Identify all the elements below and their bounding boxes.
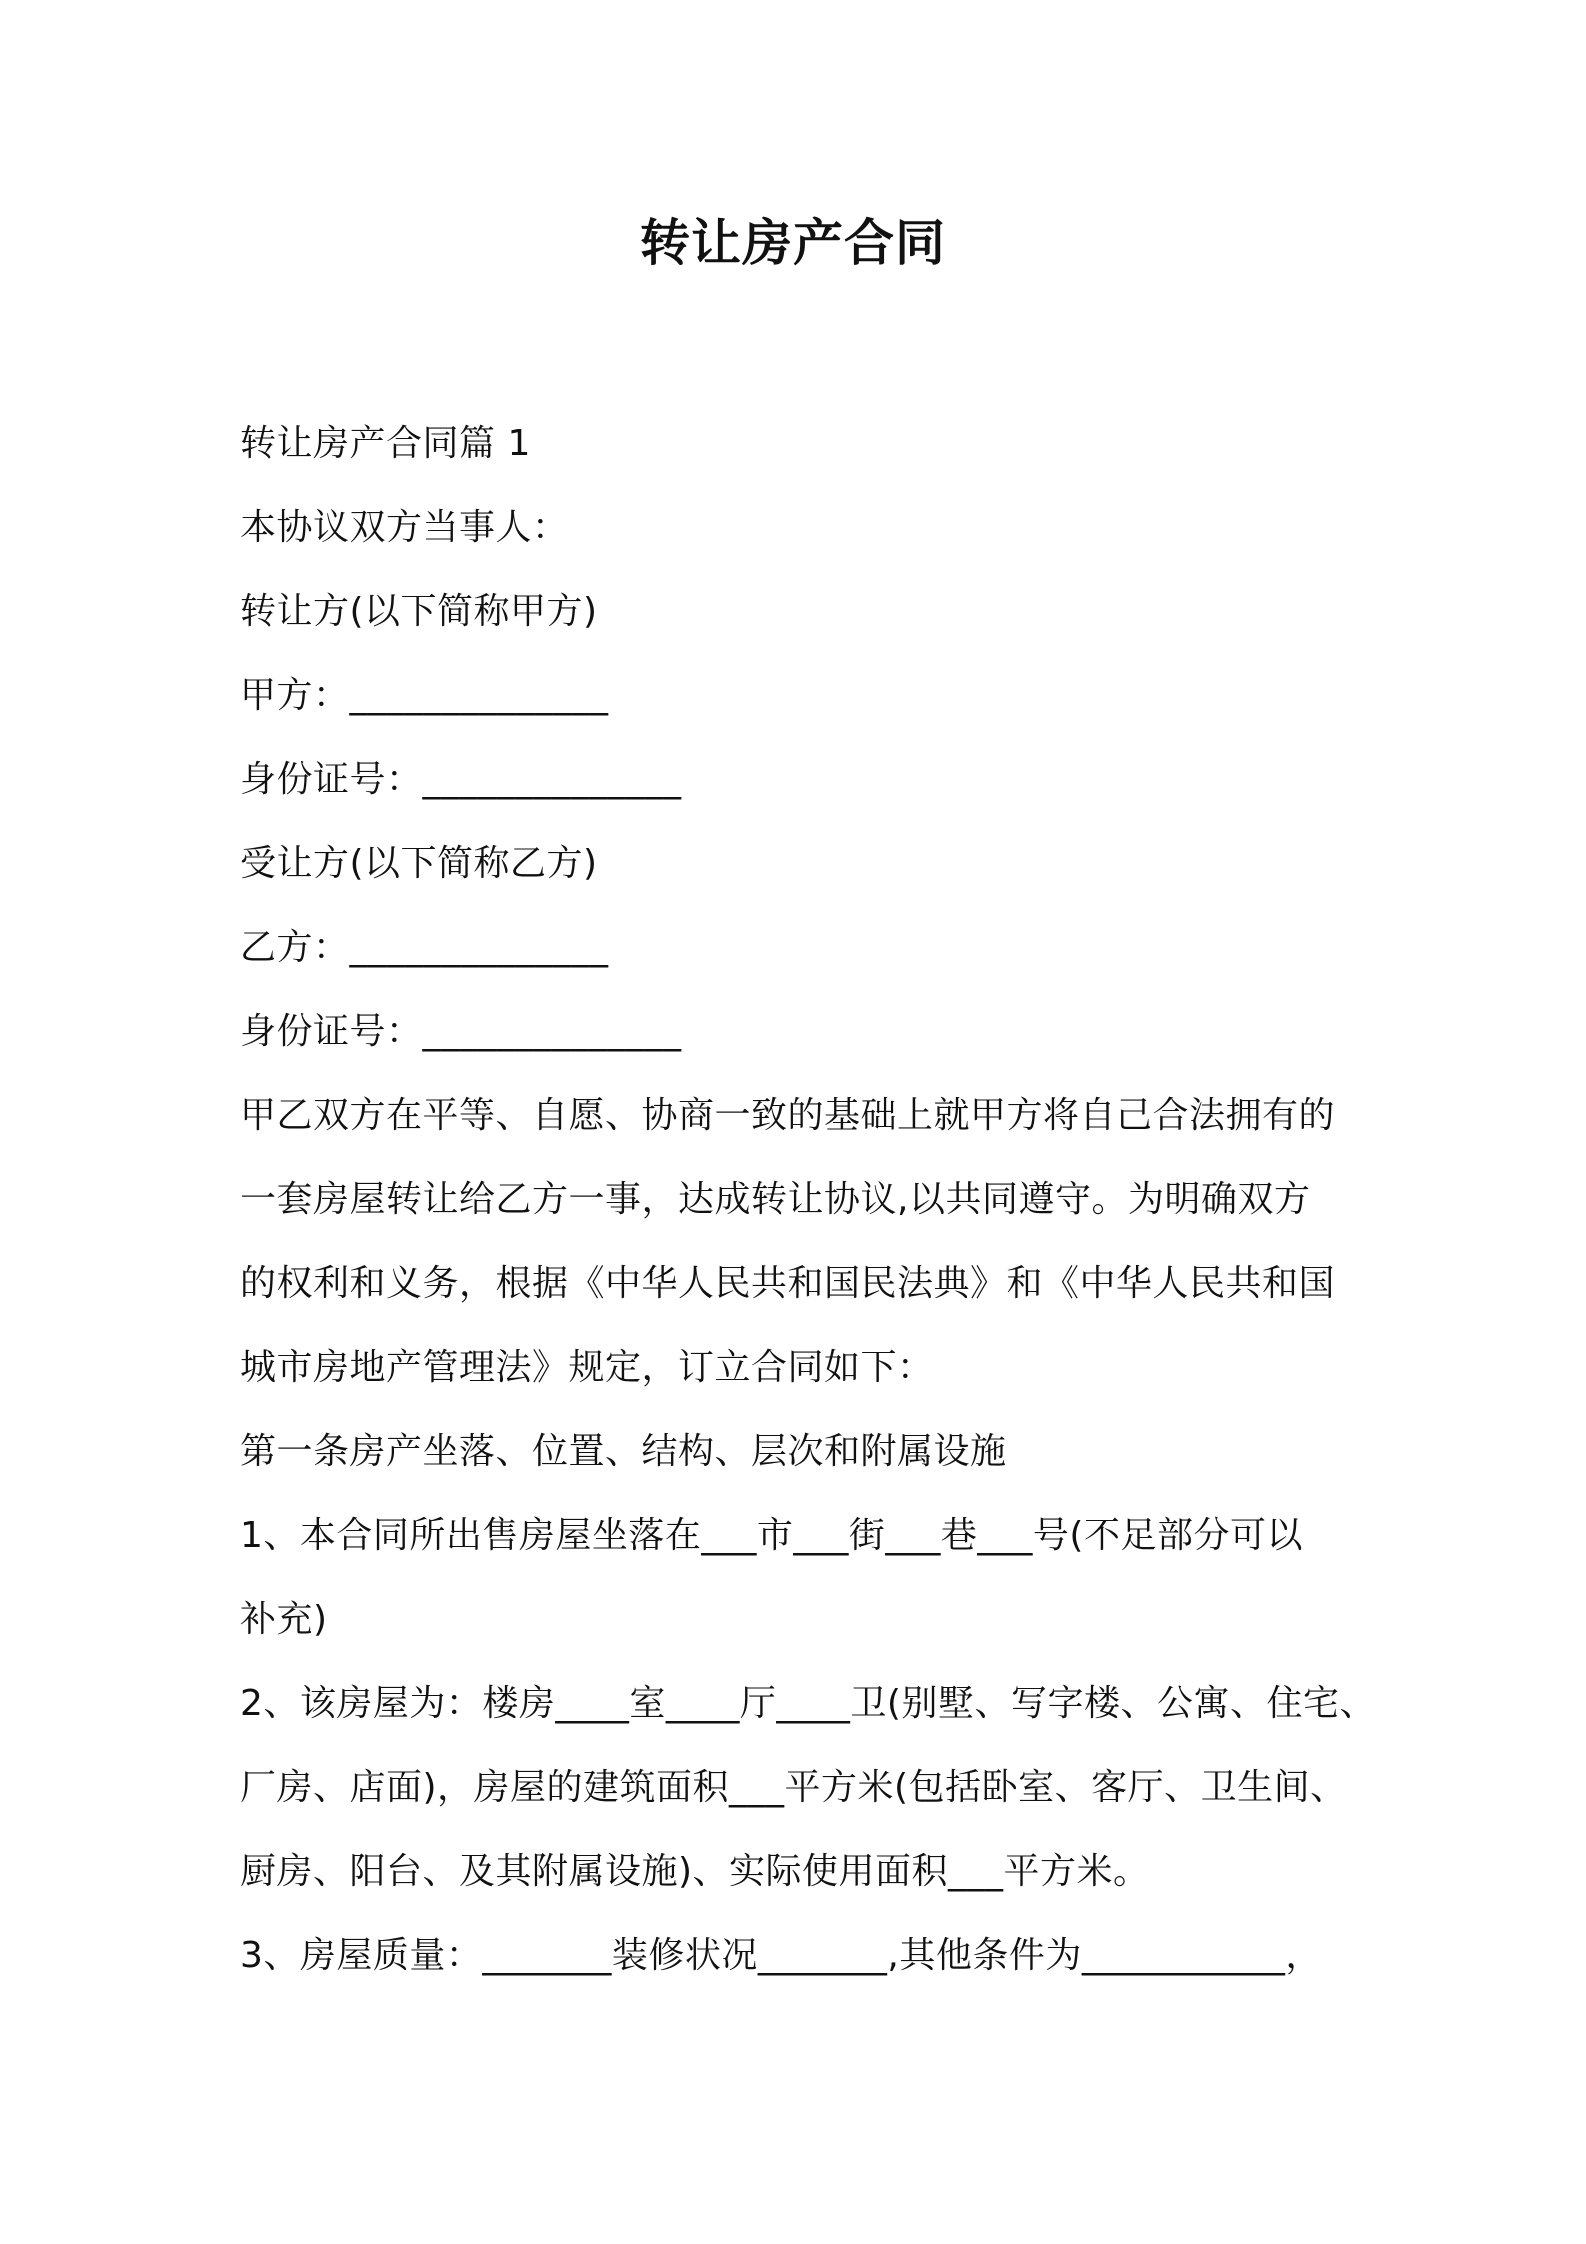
clause-line: 3、房屋质量：_______装修状况_______,其他条件为___________，	[240, 1935, 1322, 1976]
section-heading: 转让房产合同篇 1	[240, 423, 531, 464]
party-a-name-field: 甲方：______________	[240, 675, 609, 716]
transferee-label: 受让方(以下简称乙方)	[240, 843, 598, 884]
party-b-name-field: 乙方：______________	[240, 927, 609, 968]
clause-line: 厂房、店面)，房屋的建筑面积___平方米(包括卧室、客厅、卫生间、	[240, 1767, 1347, 1808]
parties-intro: 本协议双方当事人：	[240, 507, 569, 548]
preamble-line: 一套房屋转让给乙方一事，达成转让协议,以共同遵守。为明确双方	[240, 1179, 1311, 1220]
preamble-line: 的权利和义务，根据《中华人民共和国民法典》和《中华人民共和国	[240, 1263, 1336, 1304]
preamble-line: 城市房地产管理法》规定，订立合同如下：	[240, 1347, 934, 1388]
clause-line: 1、本合同所出售房屋坐落在___市___街___巷___号(不足部分可以	[240, 1515, 1303, 1556]
preamble-line: 甲乙双方在平等、自愿、协商一致的基础上就甲方将自己合法拥有的	[240, 1095, 1336, 1136]
transferor-label: 转让方(以下简称甲方)	[240, 591, 598, 632]
clause-line: 厨房、阳台、及其附属设施)、实际使用面积___平方米。	[240, 1851, 1150, 1892]
document-title: 转让房产合同	[640, 214, 946, 272]
clause-line: 2、该房屋为：楼房____室____厅____卫(别墅、写字楼、公寓、住宅、	[240, 1683, 1376, 1724]
document-body	[240, 402, 1376, 1998]
party-b-id-field: 身份证号：______________	[240, 1011, 682, 1052]
article-one-heading: 第一条房产坐落、位置、结构、层次和附属设施	[240, 1431, 1007, 1472]
clause-line: 补充)	[240, 1599, 328, 1640]
party-a-id-field: 身份证号：______________	[240, 759, 682, 800]
